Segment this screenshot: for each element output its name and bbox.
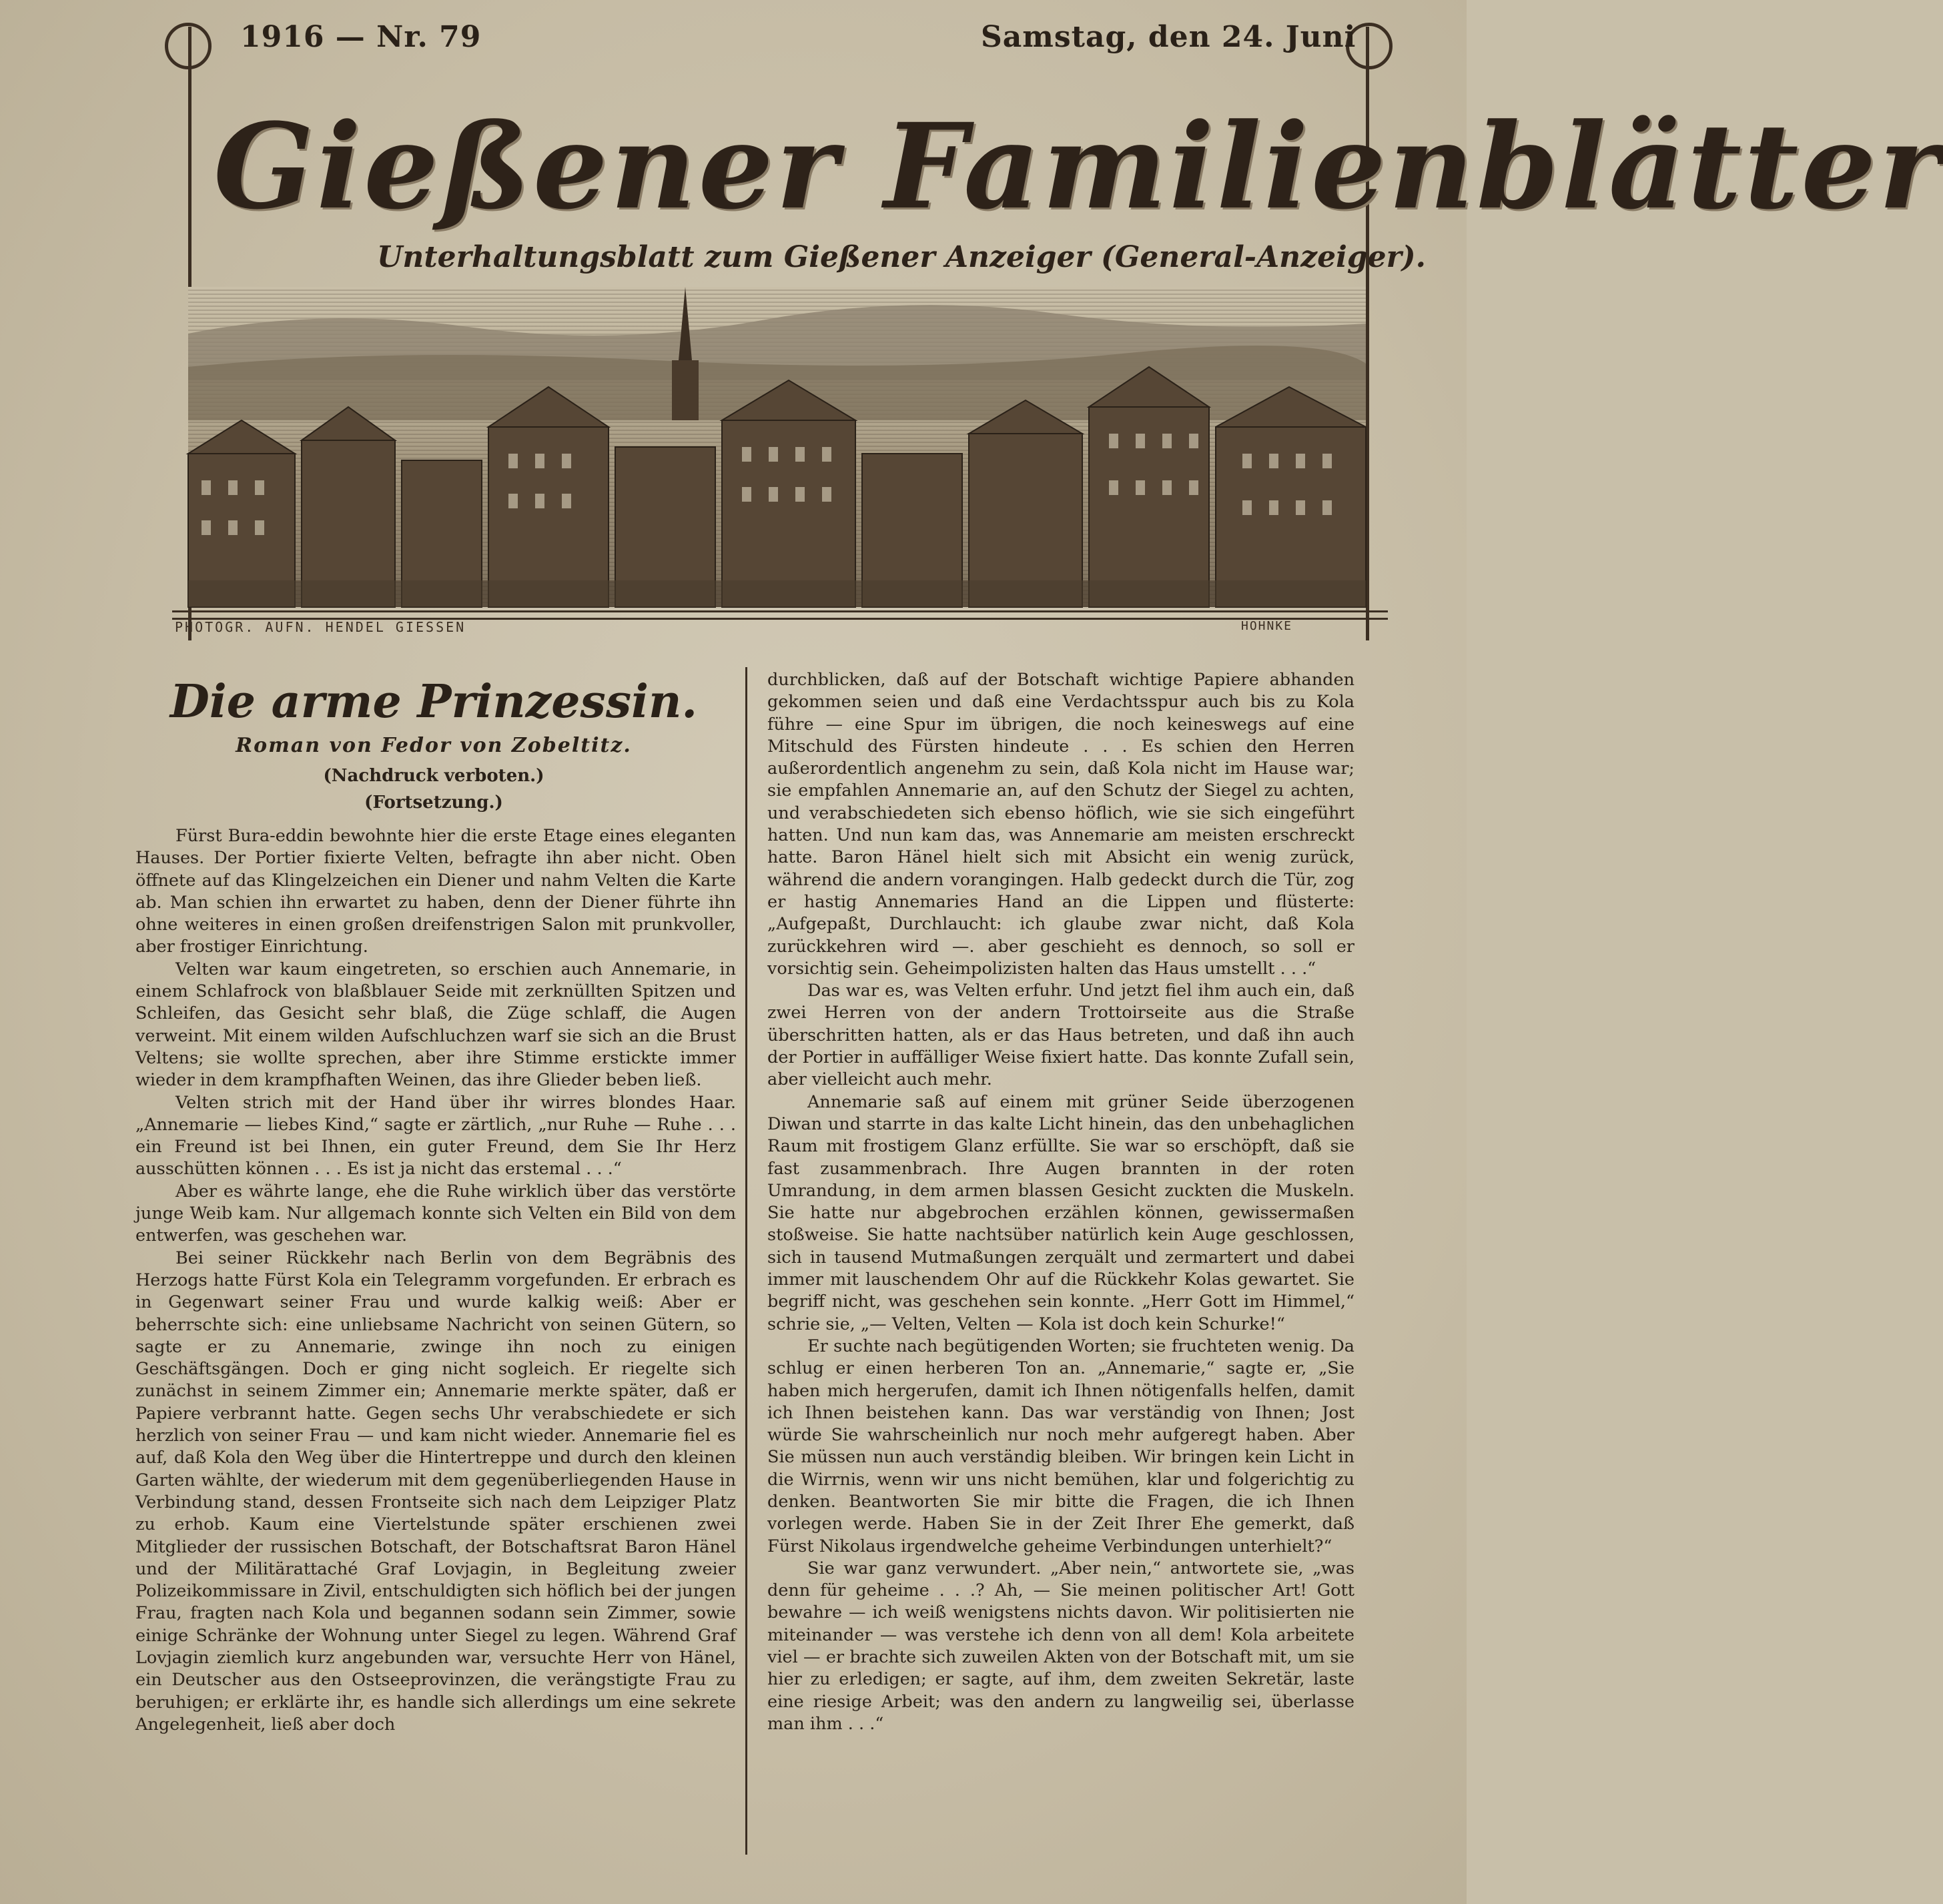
paragraph: Bei seiner Rückkehr nach Berlin von dem Begräbnis des Herzogs hatte Fürst Kola ein Telegramm vorgefunden. Er erbrach es in Gegenwart seiner Frau und wurde kalkig weiß: Aber er beherrschte sich: eine unliebsame Nachricht von seinen Gütern, so sagte er zu Annemarie, zwinge ihn noch zu einigen Geschäftsgängen. Doch er ging nicht sogleich. Er riegelte sich zunächst in seinem Zimmer ein; Annemarie merkte später, daß er Papiere verbrannt hatte. Gegen sechs Uhr verabschiedete er sich herzlich von seiner Frau — und kam nicht wieder. Annemarie fiel es auf, daß Kola den Weg über die Hintertreppe und durch den kleinen Garten wählte, der wiederum mit dem gegenüberliegenden Hause in Verbindung stand, dessen Frontseite sich nach dem Leipziger Platz zu erhob. Kaum eine Viertelstunde später erschienen zwei Mitglieder der russischen Botschaft, der Botschaftsrat Baron Hänel und der Militärattaché Graf Lovjagin, in Begleitung zweier Polizeikommissare in Zivil, entschuldigten sich höflich bei der jungen Frau, fragten nach Kola und begannen sodann sein Zimmer, sowie einige Schränke der Wohnung unter Siegel zu legen. Während Graf Lovjagin ziemlich kurz angebunden war, versuchte Herr von Hänel, ein Deutscher aus den Ostseeprovinzen, die verängstigte Frau zu beruhigen; er erklärte ihr, es handle sich allerdings um eine sekrete Angelegenheit, ließ aber doch — [135, 1248, 736, 1735]
reprint-notice: (Nachdruck verboten.) — [323, 766, 544, 786]
story-title: Die arme Prinzessin. — [169, 675, 698, 729]
city-skyline-illustration — [188, 287, 1366, 607]
photo-credit: PHOTOGR. AUFN. HENDEL GIESSEN — [175, 619, 466, 635]
newspaper-title: Gießener Familienblätter — [214, 97, 1943, 235]
paragraph: Fürst Bura-eddin bewohnte hier die erste Etage eines eleganten Hauses. Der Portier fixierte Velten, befragte ihn aber nicht. Oben öffnete auf das Klingelzeichen ein Diener und nahm Velten die Karte ab. Man schien ihn erwartet zu haben, denn der Diener führte ihn ohne weiteres in einen großen dreifenstrigen Salon mit prunkvoller, aber frostiger Einrichtung. — [135, 826, 736, 957]
paragraph: durchblicken, daß auf der Botschaft wichtige Papiere abhanden gekommen seien und daß eine Verdachtsspur auch bis zu Kola führe — eine Spur im übrigen, die noch keineswegs auf eine Mitschuld des Fürsten hindeute . . . Es schien den Herren außerordentlich angenehm zu sein, daß Kola nicht im Hause war; sie empfahlen Annemarie an, auf den Schutz der Siegel zu achten, und verabschiedeten sich ebenso höflich, wie sie sich eingeführt hatten. Und nun kam das, was Annemarie am meisten erschreckt hatte. Baron Hänel hielt sich mit Absicht ein wenig zurück, während die andern vorangingen. Halb gedeckt durch die Tür, zog er hastig Annemaries Hand an die Lippen und flüsterte: „Aufgepaßt, Durchlaucht: ich glaube zwar nicht, daß Kola zurückkehren wird —. aber geschieht es dennoch, so soll er vorsichtig sein. Geheimpolizisten halten das Haus umstellt . . .“ — [767, 670, 1354, 979]
paragraph: Sie war ganz verwundert. „Aber nein,“ antwortete sie, „was denn für geheime . . .? Ah, — Sie meinen politischer Art! Gott bewahre — ich weiß wenigstens nichts davon. Wir politisierten nie miteinander — was verstehe ich denn von all dem! Kola arbeitete viel — er brachte sich zuweilen Akten von der Botschaft mit, um sie hier zu erledigen; er sagte, auf ihm, dem zweiten Sekretär, laste eine riesige Arbeit; was den andern zu langweilig sei, überlasse man ihm . . .“ — [767, 1558, 1354, 1734]
paragraph: Velten war kaum eingetreten, so erschien auch Annemarie, in einem Schlafrock von blaßblauer Seide mit zerknüllten Spitzen und Schleifen, das Gesicht sehr blaß, die Züge schlaff, die Augen verweint. Mit einem wilden Aufschluchzen warf sie sich an die Brust Veltens; sie wollte sprechen, aber ihre Stimme erstickte immer wieder in dem krampfhaften Weinen, das ihre Glieder beben ließ. — [135, 959, 736, 1091]
city-panorama-engraving — [188, 287, 1366, 607]
paragraph: Das war es, was Velten erfuhr. Und jetzt fiel ihm auch ein, daß zwei Herren von der andern Trottoirseite aus die Straße überschritten hatten, als er das Haus betreten, und daß ihn auch der Portier in auffälliger Weise fixiert hatte. Das konnte Zufall sein, aber vielleicht auch mehr. — [767, 981, 1354, 1090]
paragraph: Velten strich mit der Hand über ihr wirres blondes Haar. „Annemarie — liebes Kind,“ sagte er zärtlich, „nur Ruhe — Ruhe . . . ein Freund ist bei Ihnen, ein guter Freund, dem Sie Ihr Herz ausschütten können . . . Es ist ja nicht das erstemal . . .“ — [135, 1092, 736, 1179]
left-column — [135, 825, 736, 1736]
engraver-credit: HOHNKE — [1241, 619, 1293, 633]
masthead-bottom-rule — [172, 610, 1388, 620]
story-author: Roman von Fedor von Zobeltitz. — [236, 734, 632, 757]
issue-date: Samstag, den 24. Juni — [981, 20, 1356, 54]
paragraph: Er suchte nach begütigenden Worten; sie fruchteten wenig. Da schlug er einen herberen Ton an. „Annemarie,“ sagte er, „Sie haben mich hergerufen, damit ich Ihnen nötigenfalls helfen, damit ich Ihnen beistehen kann. Das war verständig von Ihnen; Jost würde Sie wahrscheinlich nur noch mehr aufgeregt haben. Aber Sie müssen nun auch verständig bleiben. Wir bringen kein Licht in die Wirrnis, wenn wir uns nicht bemühen, klar und folgerichtig zu denken. Beantworten Sie mir bitte die Fragen, die ich Ihnen vorlegen werde. Haben Sie in der Zeit Ihrer Ehe gemerkt, daß Fürst Nikolaus irgendwelche geheime Verbindungen unterhielt?“ — [767, 1336, 1354, 1556]
column-divider — [745, 667, 747, 1855]
newspaper-subtitle: Unterhaltungsblatt zum Gießener Anzeiger (General-Anzeiger). — [377, 240, 1426, 274]
continuation-notice: (Fortsetzung.) — [364, 793, 503, 813]
right-column — [767, 669, 1354, 1735]
paragraph: Annemarie saß auf einem mit grüner Seide überzogenen Diwan und starrte in das kalte Licht hinein, das den unbehaglichen Raum mit frostigem Glanz erfüllte. Sie war so erschöpft, daß sie fast zusammenbrach. Ihre Augen brannten in der roten Umrandung, in dem armen blassen Gesicht zuckten die Muskeln. Sie hatte nur abgebrochen erzählen können, gewissermaßen stoßweise. Sie hatte nachtsüber natürlich kein Auge geschlossen, sich in tausend Mutmaßungen zerquält und zermartert und dabei immer mit lauschendem Ohr auf die Rückkehr Kolas gewartet. Sie begriff nicht, was geschehen sein konnte. „Herr Gott im Himmel,“ schrie sie, „— Velten, Velten — Kola ist doch kein Schurke!“ — [767, 1091, 1354, 1334]
issue-number: 1916 — Nr. 79 — [240, 20, 482, 54]
paragraph: Aber es währte lange, ehe die Ruhe wirklich über das verstörte junge Weib kam. Nur allgemach konnte sich Velten ein Bild von dem entwerfen, was geschehen war. — [135, 1181, 736, 1246]
